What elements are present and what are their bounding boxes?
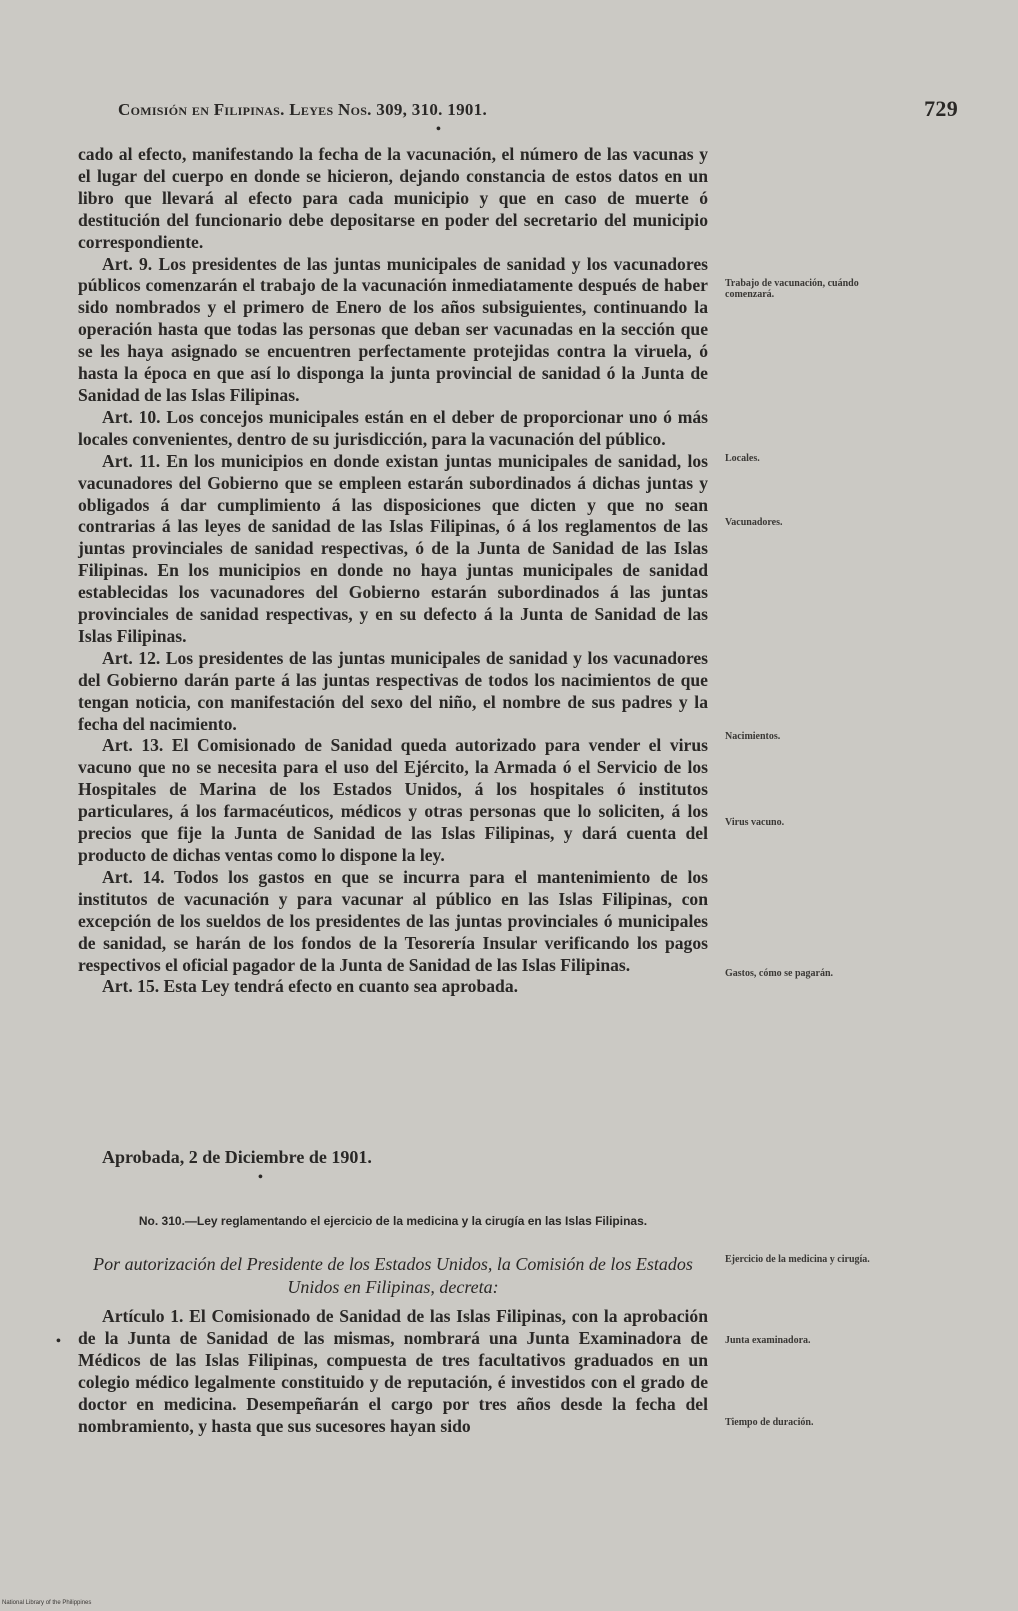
- running-head: Comisión en Filipinas. Leyes Nos. 309, 310. 1901.: [118, 100, 488, 119]
- law-title: No. 310.—Ley reglamentando el ejercicio de la medicina y la cirugía en las Islas Filipinas.: [138, 1214, 648, 1228]
- article-15: Art. 15. Esta Ley tendrá efecto en cuanto sea aprobada.: [102, 976, 519, 997]
- article-1: Artículo 1. El Comisionado de Sanidad de las Islas Filipinas, con la aprobación de la Junta de Sanidad de las mismas, nombrará una Junta Examinadora de Médicos de las Islas Filipinas, compuesta de tres facultativos graduados en un colegio médico legalmente constituido y de reputación, é investidos con el grado de doctor en medicina. Desempeñarán el cargo por tres años desde la fecha del nombramiento, y hasta que sus sucesores hayan sido: [78, 1306, 708, 1436]
- page-number: 729: [924, 96, 958, 121]
- margin-note-nacimientos: Nacimientos.: [725, 731, 781, 742]
- margin-note-vacunadores: Vacunadores.: [725, 517, 783, 528]
- archive-footer: National Library of the Philippines: [2, 1600, 92, 1606]
- article-9: Art. 9. Los presidentes de las juntas municipales de sanidad y los vacunadores públicos comenzarán el trabajo de la vacunación inmediatamente después de haber sido nombrados y el primero de Enero de los años subsiguientes, continuando la operación hasta que todas las personas que deban ser vacunadas en la sección que se les haya asignado se encuentren perfectamente protejidas contra la viruela, ó hasta la época en que así lo disponga la junta provincial de sanidad ó la Junta de Sanidad de las Islas Filipinas.: [78, 253, 708, 405]
- article-11: Art. 11. En los municipios en donde existan juntas municipales de sanidad, los vacunadores del Gobierno que se empleen estarán subordinados á dichas juntas y obligados á dar cumplimiento á las disposiciones que dicten y que no sean contrarias á las leyes de sanidad de las Islas Filipinas, ó á los reglamentos de las juntas provinciales de sanidad respectivas, ó de la Junta de Sanidad de las Islas Filipinas. En los municipios en donde no haya juntas municipales de sanidad establecidas los vacunadores del Gobierno estarán subordinados á las juntas provinciales de sanidad respectivas, y en su defecto á la Junta de Sanidad de las Islas Filipinas.: [78, 450, 708, 646]
- page-header: [118, 96, 968, 126]
- margin-note-trabajo: Trabajo de vacunación, cuándo comenzará.: [725, 278, 859, 300]
- margin-note-locales: Locales.: [725, 453, 760, 464]
- paragraph-continuation: cado al efecto, manifestando la fecha de la vacunación, el número de las vacunas y el lugar del cuerpo en donde se hicieron, dejando constancia de estos datos en un libro que llevará al efecto para cada municipio y que en caso de muerte ó destitución del funcionario debe depositarse en poder del secretario del municipio correspondiente.: [78, 144, 708, 252]
- margin-note-virus: Virus vacuno.: [725, 817, 785, 828]
- article-12: Art. 12. Los presidentes de las juntas municipales de sanidad y los vacunadores del Gobierno darán parte á las juntas respectivas de todos los nacimientos de que tengan noticia, con manifestación del sexo del niño, el nombre de sus padres y la fecha del nacimiento.: [78, 647, 708, 734]
- margin-note-junta: Junta examinadora.: [725, 1335, 811, 1346]
- decree-clause: Por autorización del Presidente de los Estados Unidos, la Comisión de los Estados Unidos en Filipinas, decreta:: [93, 1254, 693, 1297]
- article-10: Art. 10. Los concejos municipales están en el deber de proporcionar uno ó más locales convenientes, dentro de su jurisdicción, para la vacunación del público.: [78, 406, 708, 449]
- body-text-block: [78, 144, 708, 998]
- margin-note-tiempo: Tiempo de duración.: [725, 1417, 814, 1428]
- article-1-block: [78, 1306, 708, 1437]
- margin-mark: •: [56, 1334, 61, 1349]
- margin-note-ejercicio: Ejercicio de la medicina y cirugía.: [725, 1254, 870, 1265]
- article-14: Art. 14. Todos los gastos en que se incurra para el mantenimiento de los institutos de vacunación y para vacunar al público en las Islas Filipinas, con excepción de los sueldos de los presidentes de las juntas provinciales ó municipales de sanidad, se harán de los fondos de la Tesorería Insular verificando los pagos respectivos el oficial pagador de la Junta de Sanidad de las Islas Filipinas.: [78, 866, 708, 975]
- ornament-dot: •: [436, 122, 441, 137]
- article-13: Art. 13. El Comisionado de Sanidad queda autorizado para vender el virus vacuno que no se necesita para el uso del Ejército, la Armada ó el Servicio de los Hospitales de Marina de los Estados Unidos, á los hospitales ó institutos particulares, á los farmacéuticos, médicos y otras personas que lo soliciten, á los precios que fije la Junta de Sanidad de las Islas Filipinas, y dará cuenta del producto de dichas ventas como lo dispone la ley.: [78, 735, 708, 865]
- margin-note-gastos: Gastos, cómo se pagarán.: [725, 968, 834, 979]
- ornament-dot: •: [258, 1170, 263, 1185]
- approval-date: Aprobada, 2 de Diciembre de 1901.: [102, 1147, 372, 1167]
